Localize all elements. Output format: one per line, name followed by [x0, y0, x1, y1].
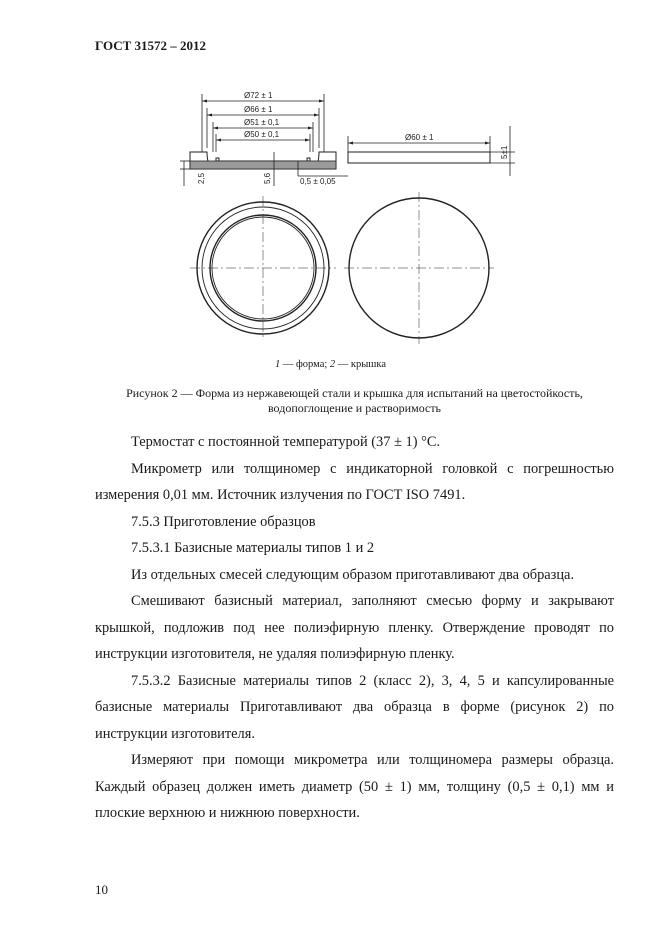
paragraph-measurement: Измеряют при помощи микрометра или толщиномера размеры образца. Каждый образец должен иметь диаметр (50 ± 1) мм, толщину (0,5 ± 0,1) мм и плоские верхнюю и нижнюю поверхности.: [95, 752, 614, 821]
dim-66: Ø66 ± 1: [244, 105, 273, 114]
dim-51: Ø51 ± 0,1: [244, 118, 280, 127]
mould-top-view: [190, 196, 336, 340]
figure-caption-line-2: водопоглощение и растворимость: [267, 401, 442, 415]
section-7-5-3-2: 7.5.3.2 Базисные материалы типов 2 (класс 2), 3, 4, 5 и капсулированные базисные материалы Приготавливают два образца в форме (рисунок 2) по инструкции изготовителя.: [95, 672, 614, 742]
dim-72: Ø72 ± 1: [244, 91, 273, 100]
figure-caption: [95, 386, 614, 416]
lid-top-view: [344, 192, 494, 344]
page-number: 10: [95, 882, 108, 897]
paragraph-mixing: Смешивают базисный материал, заполняют смесью форму и закрывают крышкой, подложив под нее полиэфирную пленку. Отверждение проводят по инструкции изготовителя, не удаляя полиэфирную пленку.: [95, 593, 614, 662]
body-text: [95, 429, 614, 827]
dim-depth: 0,5 ± 0,05: [300, 177, 336, 186]
document-header: ГОСТ 31572 – 2012: [95, 38, 207, 53]
section-7-5-3-heading: 7.5.3 Приготовление образцов: [131, 513, 316, 530]
paragraph-two-samples: Из отдельных смесей следующим образом приготавливают два образца.: [131, 566, 575, 583]
paragraph-thermostat: Термостат с постоянной температурой (37 ± 1) °С.: [131, 434, 441, 450]
dim-5-6: 5,6: [263, 172, 272, 184]
dim-60: Ø60 ± 1: [405, 133, 434, 142]
dim-lid-thickness: 5±1: [500, 145, 509, 159]
section-7-5-3-1-heading: 7.5.3.1 Базисные материалы типов 1 и 2: [131, 540, 375, 556]
figure-legend: 1 — форма; 2 — крышка: [274, 359, 387, 370]
dim-2-5: 2,5: [197, 172, 206, 184]
paragraph-micrometer: Микрометр или толщиномер с индикаторной головкой с погрешностью измерения 0,01 мм. Источник излучения по ГОСТ ISO 7491.: [95, 460, 614, 503]
dim-50: Ø50 ± 0,1: [244, 130, 280, 139]
figure-caption-line-1: Рисунок 2 — Форма из нержавеющей стали и крышка для испытаний на цветостойкость,: [126, 386, 583, 400]
figure-2-drawing: [180, 86, 520, 356]
